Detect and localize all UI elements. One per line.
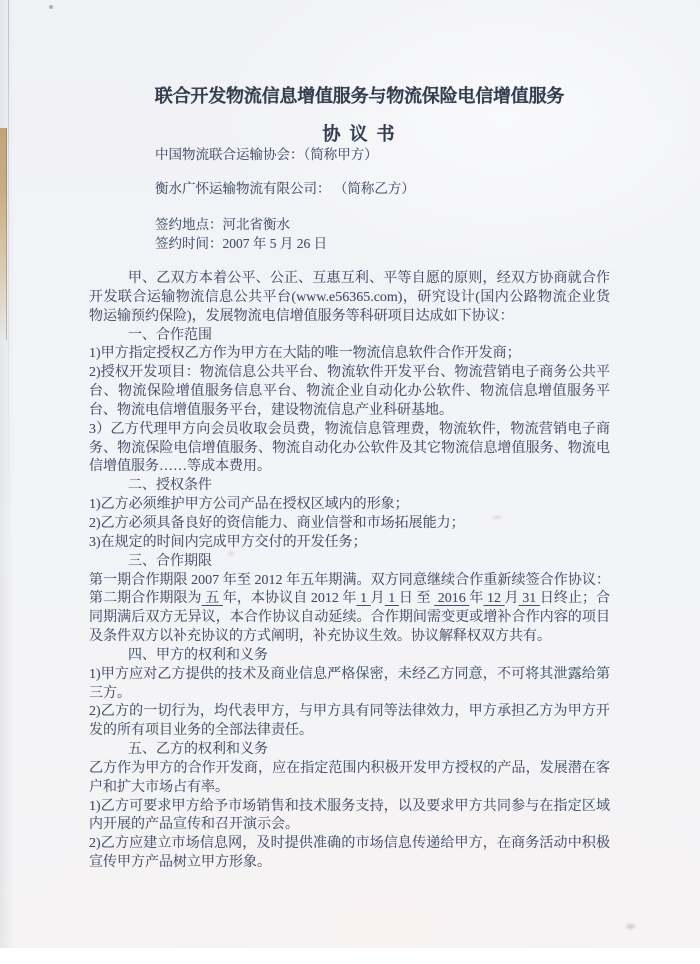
doc-paragraph-item: 2)乙方必须具备良好的资信能力、商业信誉和市场拓展能力； [89,515,465,531]
filled-blank: 12 [483,591,505,607]
doc-paragraph-item: 1)甲方应对乙方提供的技术及商业信息严格保密，未经乙方同意，不可将其泄露给第三方。 [89,666,610,701]
doc-paragraph-item: 2)乙方应建立市场信息网，及时提供准确的市场信息传递给甲方，在商务活动中积极宣传甲方产品树立甲方形象。 [89,836,610,871]
doc-paragraph-heading: 三、合作期限 [128,553,212,569]
document-title [0,77,700,153]
doc-paragraph-item: 1)甲方指定授权乙方作为甲方在大陆的唯一物流信息软件合作开发商； [89,346,521,362]
doc-paragraph-heading: 四、甲方的权利和义务 [128,647,268,663]
document-body [89,270,610,873]
sign-place-line: 签约地点：河北省衡水 [155,217,290,232]
doc-paragraph-item: 3)在规定的时间内完成甲方交付的开发任务； [89,534,367,550]
sign-date-line: 签约时间：2007 年 5 月 26 日 [155,236,328,251]
doc-paragraph-item: 1)乙方可要求甲方给予市场销售和技术服务支持，以及要求甲方共同参与在指定区域内开展的产品宣传和召开演示会。 [89,798,610,833]
doc-paragraph-heading: 一、合作范围 [128,327,212,343]
doc-paragraph-item: 1)乙方必须维护甲方公司产品在授权区域内的形象； [89,497,409,513]
scanner-bottom-strip [0,948,700,964]
doc-paragraph-item: 第一期合作期限 2007 年至 2012 年五年期满。双方同意继续合作重新续签合作协议：第二期合作期限为 五 年，本协议自 2012 年 1 月 1 日 至 2016 年 12 月 31 日终止；合同期满后双方无异议，本合作协议自动延续。合作期间需变更或增补合作内容的项目及条件双方以补充协议的方式阐明，补充协议生效。协议解释权双方共有。 [89,572,611,645]
doc-paragraph-item: 3）乙方代理甲方向会员收取会员费，物流信息管理费，物流软件，物流营销电子商务、物流保险电信增值服务、物流自动化办公软件及其它物流信息增值服务、物流电信增值服务……等成本费用。 [89,421,610,475]
scan-speck [49,5,53,9]
paper-edge-strip [0,128,7,340]
scan-smudge [626,924,635,929]
doc-paragraph-heading: 二、授权条件 [128,478,212,494]
party-b-line: 衡水广怀运输物流有限公司： （简称乙方） [155,181,415,196]
doc-paragraph-preamble: 甲、乙双方本着公平、公正、互惠互利、平等自愿的原则，经双方协商就合作开发联合运输物流信息公共平台(www.e56365.com)，研究设计(国内公路物流企业货物运输预约保险)，发展物流电信增值服务等科研项目达成如下协议： [89,271,610,324]
doc-paragraph-heading: 五、乙方的权利和义务 [128,742,268,758]
filled-blank: 1 [356,591,371,607]
party-a-line: 中国物流联合运输协会：（简称甲方） [155,147,378,162]
filled-blank: 五 [201,591,223,607]
document-subtitle: 协 议 书 [322,124,397,144]
filled-blank: 31 [518,591,540,607]
filled-blank: 2016 [434,591,470,607]
document-title-line1: 联合开发物流信息增值服务与物流保险电信增值服务 [154,86,565,106]
filled-blank: 1 [384,591,399,607]
doc-paragraph-item: 乙方作为甲方的合作开发商，应在指定范围内积极开发甲方授权的产品，发展潜在客户和扩大市场占有率。 [89,760,610,795]
doc-paragraph-item: 2)乙方的一切行为，均代表甲方，与甲方具有同等法律效力，甲方承担乙方为甲方开发的所有项目业务的全部法律责任。 [89,704,610,739]
doc-paragraph-item: 2)授权开发项目：物流信息公共平台、物流软件开发平台、物流营销电子商务公共平台、物流保险增值服务信息平台、物流企业自动化办公软件、物流信息增值服务平台、物流电信增值服务平台，建设物流信息产业科研基地。 [89,365,610,418]
